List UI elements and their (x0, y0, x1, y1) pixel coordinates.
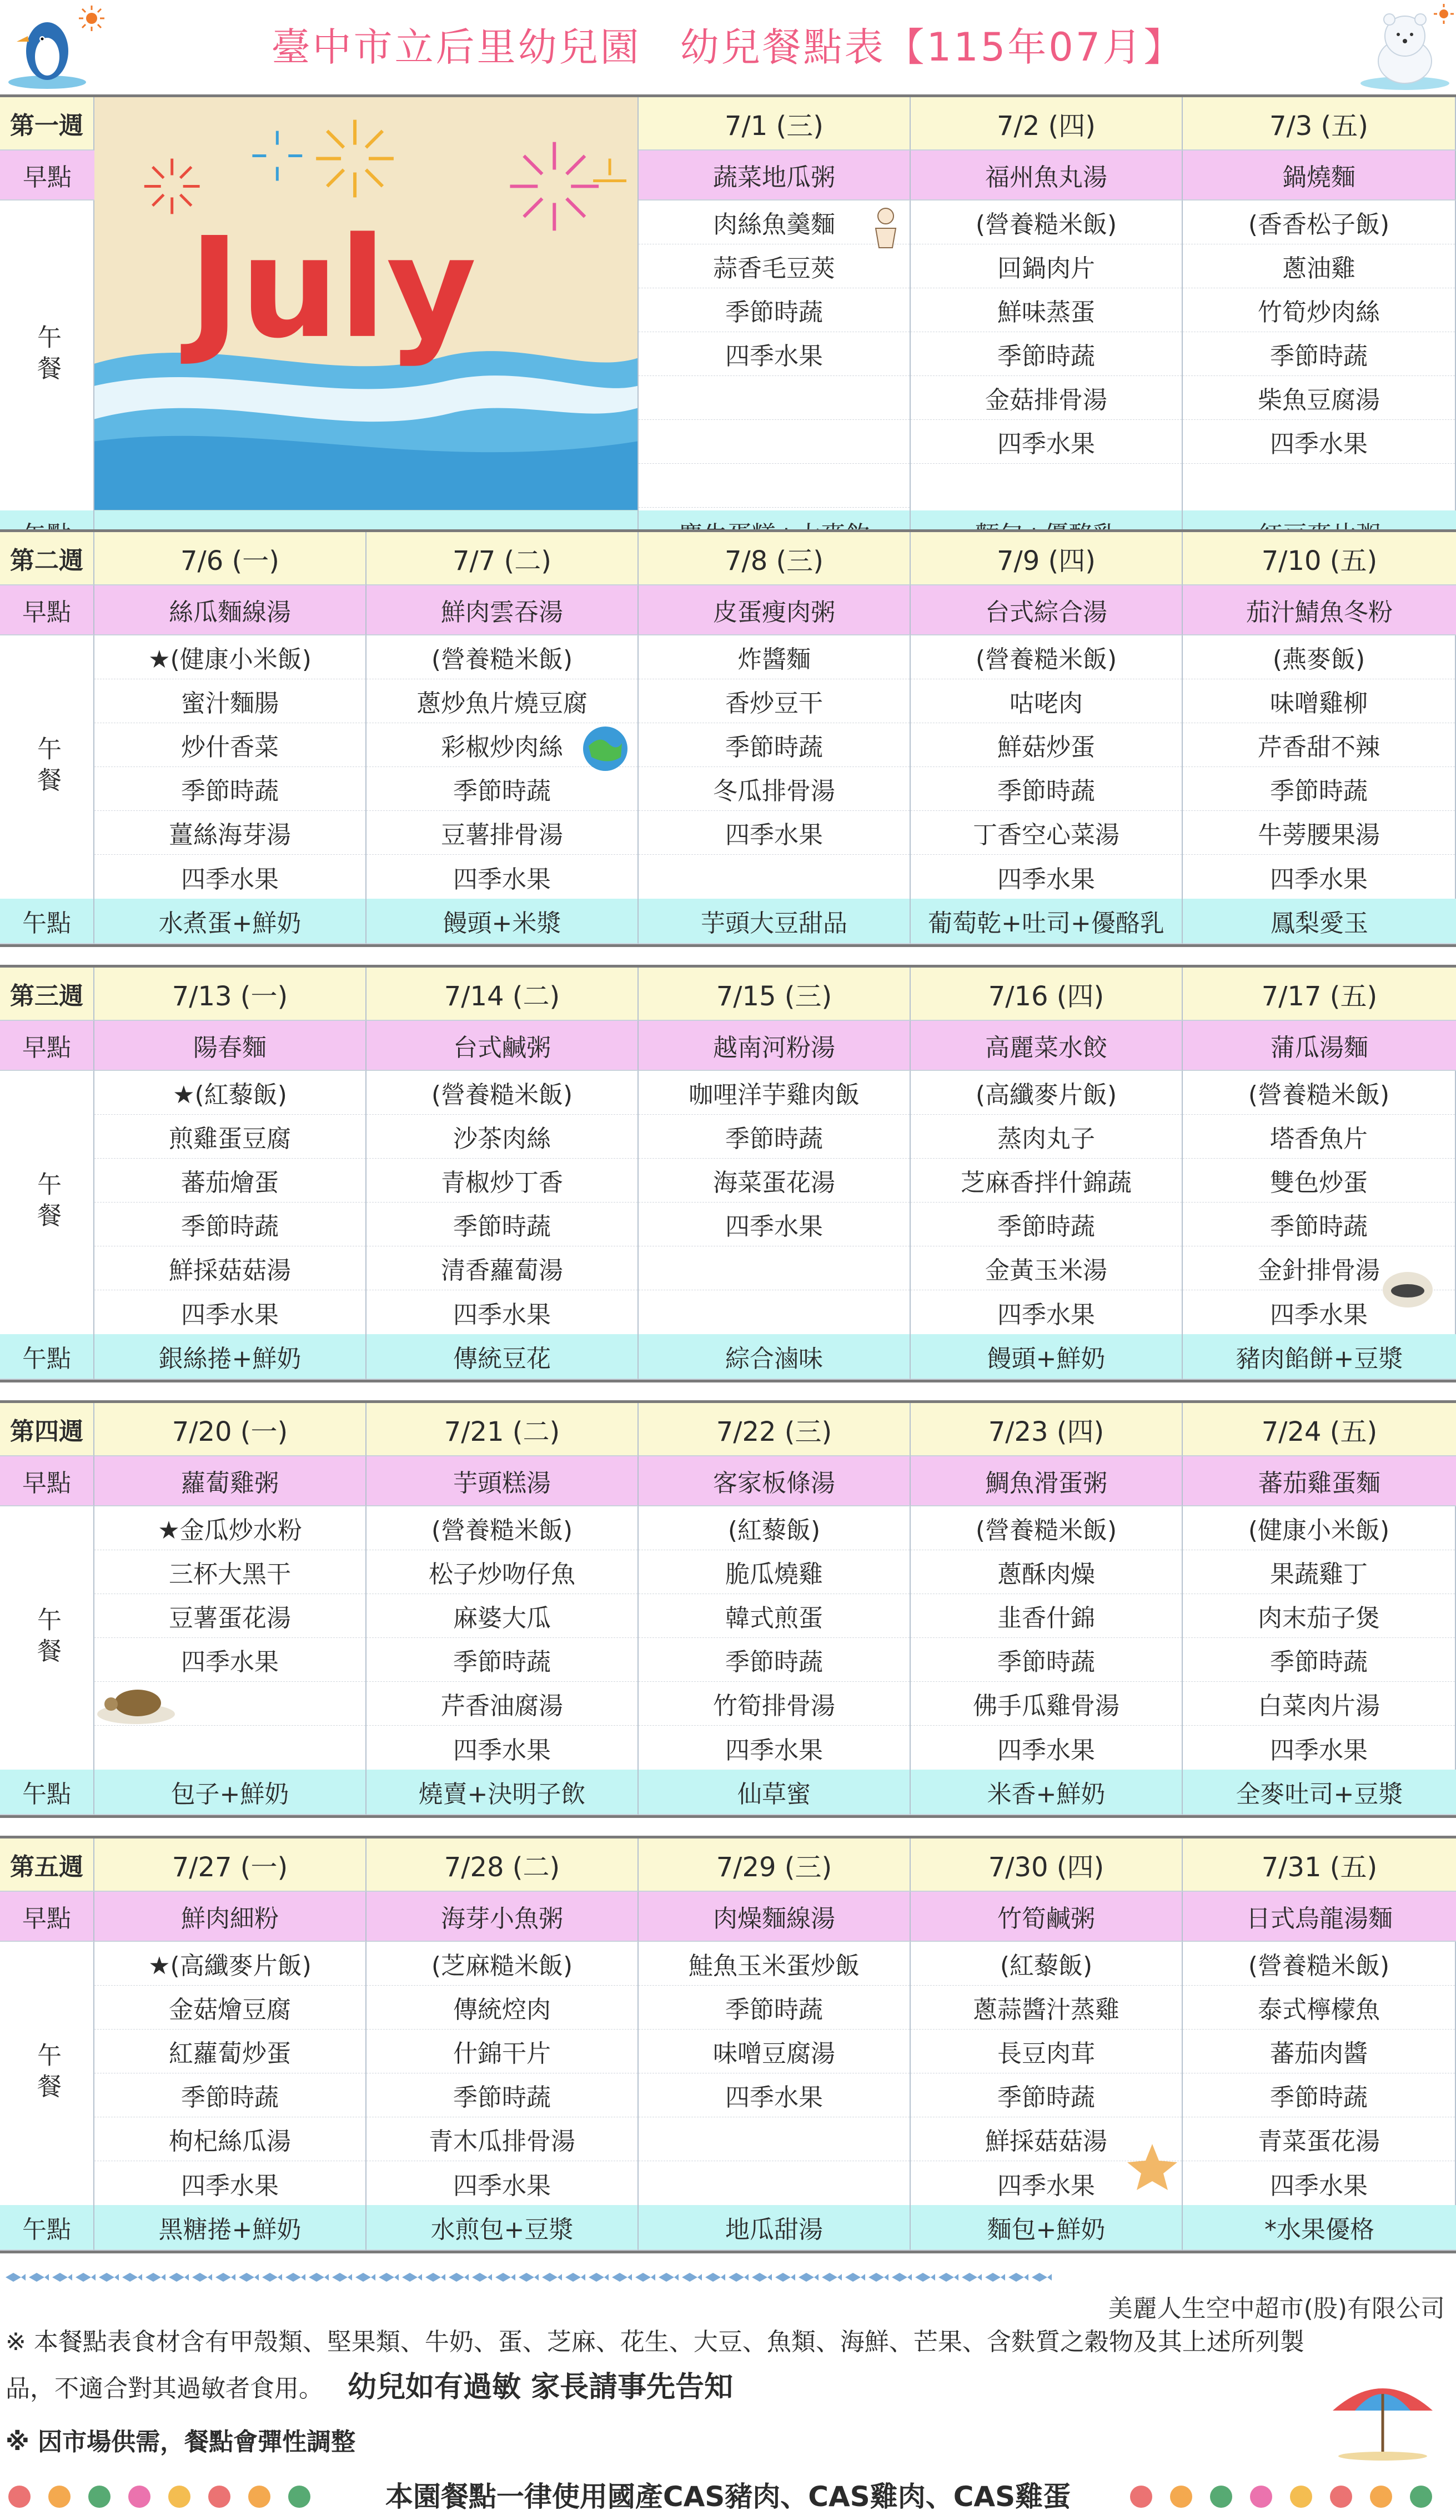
lunch-item: 金黃玉米湯 (911, 1246, 1182, 1290)
lunch-item: (高纖麥片飯) (911, 1071, 1182, 1115)
lunch-item: 鮭魚玉米蛋炒飯 (639, 1942, 910, 1986)
lunch-item: 四季水果 (453, 865, 551, 894)
lunch-item: 四季水果 (639, 811, 910, 855)
snack-label: 午點 (0, 2205, 94, 2251)
page-header (0, 0, 1456, 92)
penguin-icon (6, 11, 89, 89)
lunch-item: 四季水果 (639, 332, 910, 376)
lunch-item: 四季水果 (453, 1736, 551, 1765)
doll-icon (869, 206, 902, 251)
breakfast-item: 絲瓜麵線湯 (94, 585, 366, 635)
week-label: 第四週 (0, 1403, 94, 1456)
snack-label: 午點 (0, 1334, 94, 1380)
day-date: 7/13 (一) (94, 968, 366, 1021)
week-4 (0, 1400, 1456, 1818)
lunch-item: 鮮採菇菇湯 (94, 1246, 365, 1290)
lunch-item (911, 464, 1182, 508)
day-date: 7/23 (四) (911, 1403, 1183, 1456)
day-date: 7/20 (一) (94, 1403, 366, 1456)
day-date: 7/7 (二) (366, 532, 639, 585)
snack-item: 燒賣+決明子飲 (366, 1770, 639, 1815)
lunch-column (911, 1071, 1183, 1334)
lunch-item: 味噌豆腐湯 (639, 2030, 910, 2073)
lunch-item: 季節時蔬 (911, 2073, 1182, 2117)
lunch-item: 季節時蔬 (1183, 1638, 1455, 1682)
stingray-icon (1380, 1267, 1435, 1314)
lunch-item: 蔥炒魚片燒豆腐 (366, 679, 637, 723)
lunch-item: 季節時蔬 (366, 1203, 637, 1246)
lunch-column (639, 1071, 911, 1334)
snack-item: 全麥吐司+豆漿 (1183, 1770, 1456, 1815)
snack-item: 芋頭大豆甜品 (639, 899, 911, 944)
lunch-column (94, 1071, 366, 1334)
snack-item: 豬肉餡餅+豆漿 (1183, 1334, 1456, 1380)
week-3 (0, 965, 1456, 1382)
lunch-item: ★金瓜炒水粉 (94, 1506, 365, 1550)
lunch-item: 炸醬麵 (639, 635, 910, 679)
lunch-item: 四季水果 (181, 865, 279, 894)
snack-item: 包子+鮮奶 (94, 1770, 366, 1815)
lunch-item: 鮮味蒸蛋 (911, 288, 1182, 332)
day-date: 7/21 (二) (366, 1403, 639, 1456)
lunch-item: 彩椒炒肉絲 (366, 723, 637, 767)
lunch-item: 枸杞絲瓜湯 (94, 2117, 365, 2161)
snack-label: 午點 (0, 899, 94, 944)
breakfast-item: 鮮肉細粉 (94, 1892, 366, 1942)
turtle-icon (94, 1681, 178, 1727)
lunch-item: 四季水果 (1183, 420, 1455, 464)
lunch-item: 果蔬雞丁 (1183, 1550, 1455, 1594)
lunch-item: 芝麻香拌什錦蔬 (911, 1159, 1182, 1203)
snack-item: 銀絲捲+鮮奶 (94, 1334, 366, 1380)
lunch-item: 炒什香菜 (94, 723, 365, 767)
day-date: 7/14 (二) (366, 968, 639, 1021)
lunch-column (1183, 635, 1456, 899)
lunch-item: 沙茶肉絲 (366, 1115, 637, 1159)
lunch-item: 四季水果 (997, 1300, 1095, 1329)
snack-item: 米香+鮮奶 (911, 1770, 1183, 1815)
lunch-item: 季節時蔬 (639, 288, 910, 332)
lunch-column (639, 1506, 911, 1770)
lunch-column (366, 1942, 639, 2205)
lunch-item: (芝麻糙米飯) (366, 1942, 637, 1986)
lunch-item: 海菜蛋花湯 (639, 1159, 910, 1203)
sea-creatures-border (0, 2466, 1456, 2520)
snack-item: 麵包+鮮奶 (911, 2205, 1183, 2251)
snack-item: 水煮蛋+鮮奶 (94, 899, 366, 944)
lunch-item: (營養糙米飯) (1183, 1942, 1455, 1986)
week-5 (0, 1836, 1456, 2253)
lunch-item: 咖哩洋芋雞肉飯 (639, 1071, 910, 1115)
lunch-column (94, 1942, 366, 2205)
lunch-item (639, 420, 910, 464)
lunch-label: 午餐 (0, 1071, 94, 1334)
snack-item: 黑糖捲+鮮奶 (94, 2205, 366, 2251)
lunch-item: (紅藜飯) (639, 1506, 910, 1550)
breakfast-item: 蕃茄雞蛋麵 (1183, 1456, 1456, 1506)
lunch-item: 蔥蒜醬汁蒸雞 (911, 1986, 1182, 2030)
lunch-item: 蜜汁麵腸 (94, 679, 365, 723)
lunch-item: 青椒炒丁香 (366, 1159, 637, 1203)
lunch-item: 韓式煎蛋 (639, 1594, 910, 1638)
week-1 (0, 94, 1456, 559)
lunch-item: (營養糙米飯) (1183, 1071, 1455, 1115)
lunch-item: 蒸肉丸子 (911, 1115, 1182, 1159)
sun-icon (78, 4, 106, 32)
lunch-item: 四季水果 (997, 1736, 1095, 1765)
lunch-item: 松子炒吻仔魚 (366, 1550, 637, 1594)
snack-item: 仙草蜜 (639, 1770, 911, 1815)
lunch-item: 三杯大黑干 (94, 1550, 365, 1594)
breakfast-item: 福州魚丸湯 (911, 151, 1183, 201)
lunch-item: 季節時蔬 (1183, 2073, 1455, 2117)
breakfast-item: 台式綜合湯 (911, 585, 1183, 635)
school-name: 臺中市立后里幼兒園 (271, 24, 641, 70)
lunch-item: (營養糙米飯) (366, 1071, 637, 1115)
breakfast-item: 皮蛋瘦肉粥 (639, 585, 911, 635)
snack-item: 饅頭+鮮奶 (911, 1334, 1183, 1380)
breakfast-item: 鮮肉雲吞湯 (366, 585, 639, 635)
day-date: 7/1 (三) (639, 97, 911, 151)
lunch-item: 蔥酥肉燥 (911, 1550, 1182, 1594)
lunch-column (94, 1506, 366, 1770)
lunch-item: (營養糙米飯) (911, 201, 1182, 244)
lunch-item: 牛蒡腰果湯 (1183, 811, 1455, 855)
lunch-item: 鮮採菇菇湯 (911, 2117, 1182, 2161)
lunch-item: 季節時蔬 (94, 767, 365, 811)
day-date: 7/29 (三) (639, 1838, 911, 1892)
snack-item: 綜合滷味 (639, 1334, 911, 1380)
lunch-item: 蔥油雞 (1183, 244, 1455, 288)
lunch-column (366, 1071, 639, 1334)
lunch-item: 四季水果 (639, 2073, 910, 2117)
lunch-item: 四季水果 (639, 1203, 910, 1246)
lunch-column (911, 201, 1183, 510)
breakfast-item: 竹筍鹹粥 (911, 1892, 1183, 1942)
lunch-item (639, 1290, 910, 1334)
week-label: 第二週 (0, 532, 94, 585)
lunch-item: 蕃茄燴蛋 (94, 1159, 365, 1203)
snack-item: 傳統豆花 (366, 1334, 639, 1380)
lunch-item: 季節時蔬 (639, 1115, 910, 1159)
lunch-item: 四季水果 (181, 2171, 279, 2200)
breakfast-item: 蘿蔔雞粥 (94, 1456, 366, 1506)
snack-item: 葡萄乾+吐司+優酪乳 (911, 899, 1183, 944)
allergy-note: ※ 本餐點表食材含有甲殼類、堅果類、牛奶、蛋、芝麻、花生、大豆、魚類、海鮮、芒果、含麩質之穀物及其上述所列製 (6, 2328, 1304, 2356)
snack-item: *水果優格 (1183, 2205, 1456, 2251)
lunch-item: 四季水果 (94, 1638, 365, 1682)
breakfast-item: 客家板條湯 (639, 1456, 911, 1506)
breakfast-label: 早點 (0, 1456, 94, 1506)
day-date: 7/10 (五) (1183, 532, 1456, 585)
lunch-item: 什錦干片 (366, 2030, 637, 2073)
lunch-column (1183, 1506, 1456, 1770)
july-beach-art (94, 97, 637, 510)
lunch-item: ★(健康小米飯) (94, 635, 365, 679)
lunch-item: 肉末茄子煲 (1183, 1594, 1455, 1638)
lunch-item: 季節時蔬 (639, 1638, 910, 1682)
lunch-item: 芹香油腐湯 (366, 1682, 637, 1726)
lunch-item: 豆薯排骨湯 (366, 811, 637, 855)
lunch-item: 金針排骨湯 (1183, 1246, 1455, 1290)
week-label: 第一週 (0, 97, 94, 151)
lunch-item: 季節時蔬 (1183, 332, 1455, 376)
day-date: 7/16 (四) (911, 968, 1183, 1021)
lunch-item: 味噌雞柳 (1183, 679, 1455, 723)
breakfast-label: 早點 (0, 1892, 94, 1942)
lunch-item: 塔香魚片 (1183, 1115, 1455, 1159)
lunch-item: 金菇排骨湯 (911, 376, 1182, 420)
day-date: 7/3 (五) (1183, 97, 1456, 151)
lunch-item: 四季水果 (997, 2171, 1095, 2200)
lunch-item: 豆薯蛋花湯 (94, 1594, 365, 1638)
menu-title: 幼兒餐點表 (680, 24, 886, 70)
lunch-column (366, 1506, 639, 1770)
cas-note: 本園餐點一律使用國產CAS豬肉、CAS雞肉、CAS雞蛋 (385, 2481, 1071, 2513)
lunch-item: 季節時蔬 (639, 723, 910, 767)
company-name: 美麗人生空中超市(股)有限公司 (1108, 2294, 1445, 2323)
july-text: July (188, 207, 477, 369)
lunch-item: 韭香什錦 (911, 1594, 1182, 1638)
lunch-item: 四季水果 (453, 2171, 551, 2200)
lunch-label: 午餐 (0, 1506, 94, 1770)
lunch-item: 咕咾肉 (911, 679, 1182, 723)
lunch-item: 蕃茄肉醬 (1183, 2030, 1455, 2073)
lunch-item: (營養糙米飯) (911, 1506, 1182, 1550)
lunch-item: 竹筍炒肉絲 (1183, 288, 1455, 332)
lunch-item: 季節時蔬 (639, 1986, 910, 2030)
lunch-item: 四季水果 (725, 1736, 823, 1765)
lunch-item: ★(紅藜飯) (94, 1071, 365, 1115)
lunch-item: 冬瓜排骨湯 (639, 767, 910, 811)
lunch-column (639, 1942, 911, 2205)
day-date: 7/22 (三) (639, 1403, 911, 1456)
lunch-item (639, 376, 910, 420)
lunch-item: 蒜香毛豆莢 (639, 244, 910, 288)
lunch-item: 佛手瓜雞骨湯 (911, 1682, 1182, 1726)
lunch-item (639, 2161, 910, 2205)
page-title (183, 22, 1273, 72)
lunch-item: 清香蘿蔔湯 (366, 1246, 637, 1290)
lunch-column (94, 635, 366, 899)
breakfast-item: 越南河粉湯 (639, 1021, 911, 1071)
starfish-icon (1124, 2141, 1180, 2193)
breakfast-label: 早點 (0, 1021, 94, 1071)
lunch-item: (健康小米飯) (1183, 1506, 1455, 1550)
lunch-column (639, 635, 911, 899)
day-date: 7/8 (三) (639, 532, 911, 585)
day-date: 7/15 (三) (639, 968, 911, 1021)
breakfast-item: 陽春麵 (94, 1021, 366, 1071)
day-date: 7/24 (五) (1183, 1403, 1456, 1456)
allergy-note-2 (6, 2363, 1456, 2405)
lunch-item: 季節時蔬 (1183, 1203, 1455, 1246)
lunch-item: 青菜蛋花湯 (1183, 2117, 1455, 2161)
snack-item: 水煎包+豆漿 (366, 2205, 639, 2251)
lunch-column (1183, 201, 1456, 510)
lunch-item (639, 855, 910, 899)
lunch-item: (營養糙米飯) (911, 635, 1182, 679)
allergy-emphasis: 幼兒如有過敏 家長請事先告知 (348, 2371, 734, 2404)
breakfast-item: 台式鹹粥 (366, 1021, 639, 1071)
lunch-label: 午餐 (0, 635, 94, 899)
lunch-item: 脆瓜燒雞 (639, 1550, 910, 1594)
lunch-item: 四季水果 (911, 420, 1182, 464)
menu-month: 【115年07月】 (885, 24, 1185, 70)
earth-icon (578, 721, 633, 779)
lunch-item: 四季水果 (1270, 2171, 1368, 2200)
lunch-column (639, 201, 911, 510)
lunch-item: 季節時蔬 (366, 767, 637, 811)
lunch-item: 紅蘿蔔炒蛋 (94, 2030, 365, 2073)
lunch-item: (燕麥飯) (1183, 635, 1455, 679)
allergy-note-line2: 品，不適合對其過敏者食用。 (6, 2374, 323, 2403)
lunch-item: 季節時蔬 (911, 1203, 1182, 1246)
july-illustration (94, 97, 639, 510)
lunch-item: 雙色炒蛋 (1183, 1159, 1455, 1203)
breakfast-item: 茄汁鯖魚冬粉 (1183, 585, 1456, 635)
day-date: 7/28 (二) (366, 1838, 639, 1892)
day-date: 7/2 (四) (911, 97, 1183, 151)
lunch-item: 鮮菇炒蛋 (911, 723, 1182, 767)
lunch-item: 麻婆大瓜 (366, 1594, 637, 1638)
lunch-item: 香炒豆干 (639, 679, 910, 723)
breakfast-item: 高麗菜水餃 (911, 1021, 1183, 1071)
sun-icon (1433, 3, 1455, 25)
fish-border (0, 2269, 1456, 2286)
lunch-item: (香香松子飯) (1183, 201, 1455, 244)
day-date: 7/31 (五) (1183, 1838, 1456, 1892)
snack-item: 鳳梨愛玉 (1183, 899, 1456, 944)
day-date: 7/6 (一) (94, 532, 366, 585)
week-label: 第三週 (0, 968, 94, 1021)
lunch-item: 四季水果 (453, 1300, 551, 1329)
lunch-item: 白菜肉片湯 (1183, 1682, 1455, 1726)
lunch-item: 丁香空心菜湯 (911, 811, 1182, 855)
snack-item: 地瓜甜湯 (639, 2205, 911, 2251)
lunch-item: 季節時蔬 (911, 1638, 1182, 1682)
lunch-item: 季節時蔬 (1183, 767, 1455, 811)
lunch-item: (紅藜飯) (911, 1942, 1182, 1986)
lunch-item: 四季水果 (1270, 1300, 1368, 1329)
lunch-item (639, 464, 910, 508)
lunch-item: 泰式檸檬魚 (1183, 1986, 1455, 2030)
lunch-item: 四季水果 (1270, 865, 1368, 894)
lunch-item: 傳統焢肉 (366, 1986, 637, 2030)
breakfast-item: 肉燥麵線湯 (639, 1892, 911, 1942)
lunch-item: 季節時蔬 (94, 2073, 365, 2117)
lunch-item (1183, 464, 1455, 508)
lunch-item: 肉絲魚羹麵 (639, 201, 910, 244)
week-label: 第五週 (0, 1838, 94, 1892)
day-date: 7/9 (四) (911, 532, 1183, 585)
lunch-item: 青木瓜排骨湯 (366, 2117, 637, 2161)
lunch-item: ★(高纖麥片飯) (94, 1942, 365, 1986)
lunch-item: 竹筍排骨湯 (639, 1682, 910, 1726)
breakfast-item: 芋頭糕湯 (366, 1456, 639, 1506)
lunch-column (911, 1506, 1183, 1770)
breakfast-item: 海芽小魚粥 (366, 1892, 639, 1942)
day-date: 7/17 (五) (1183, 968, 1456, 1021)
lunch-column (911, 635, 1183, 899)
breakfast-item: 蔬菜地瓜粥 (639, 151, 911, 201)
breakfast-item: 鯛魚滑蛋粥 (911, 1456, 1183, 1506)
lunch-item: (營養糙米飯) (366, 635, 637, 679)
day-date: 7/30 (四) (911, 1838, 1183, 1892)
lunch-item: (營養糙米飯) (366, 1506, 637, 1550)
lunch-item: 回鍋肉片 (911, 244, 1182, 288)
breakfast-item: 日式烏龍湯麵 (1183, 1892, 1456, 1942)
day-date: 7/27 (一) (94, 1838, 366, 1892)
breakfast-label: 早點 (0, 585, 94, 635)
breakfast-label: 早點 (0, 151, 94, 201)
lunch-item: 煎雞蛋豆腐 (94, 1115, 365, 1159)
breakfast-item: 鍋燒麵 (1183, 151, 1456, 201)
snack-item: 饅頭+米漿 (366, 899, 639, 944)
lunch-item: 芹香甜不辣 (1183, 723, 1455, 767)
lunch-item: 金菇燴豆腐 (94, 1986, 365, 2030)
lunch-label: 午餐 (0, 201, 94, 510)
market-note: ※ 因市場供需，餐點會彈性調整 (6, 2428, 356, 2456)
lunch-column (1183, 1942, 1456, 2205)
lunch-item: 季節時蔬 (366, 2073, 637, 2117)
lunch-item (639, 2117, 910, 2161)
lunch-item: 柴魚豆腐湯 (1183, 376, 1455, 420)
breakfast-item: 蒲瓜湯麵 (1183, 1021, 1456, 1071)
lunch-label: 午餐 (0, 1942, 94, 2205)
lunch-item: 季節時蔬 (366, 1638, 637, 1682)
snack-label: 午點 (0, 1770, 94, 1815)
lunch-item: 季節時蔬 (94, 1203, 365, 1246)
lunch-item (639, 1246, 910, 1290)
lunch-item: 四季水果 (1270, 1736, 1368, 1765)
beach-umbrella-icon (1322, 2372, 1444, 2461)
week-2 (0, 529, 1456, 947)
lunch-item: 季節時蔬 (911, 767, 1182, 811)
lunch-item: 季節時蔬 (911, 332, 1182, 376)
lunch-item (94, 1726, 365, 1770)
lunch-item: 四季水果 (997, 865, 1095, 894)
lunch-item: 長豆肉茸 (911, 2030, 1182, 2073)
lunch-item: 薑絲海芽湯 (94, 811, 365, 855)
lunch-item: 四季水果 (181, 1300, 279, 1329)
